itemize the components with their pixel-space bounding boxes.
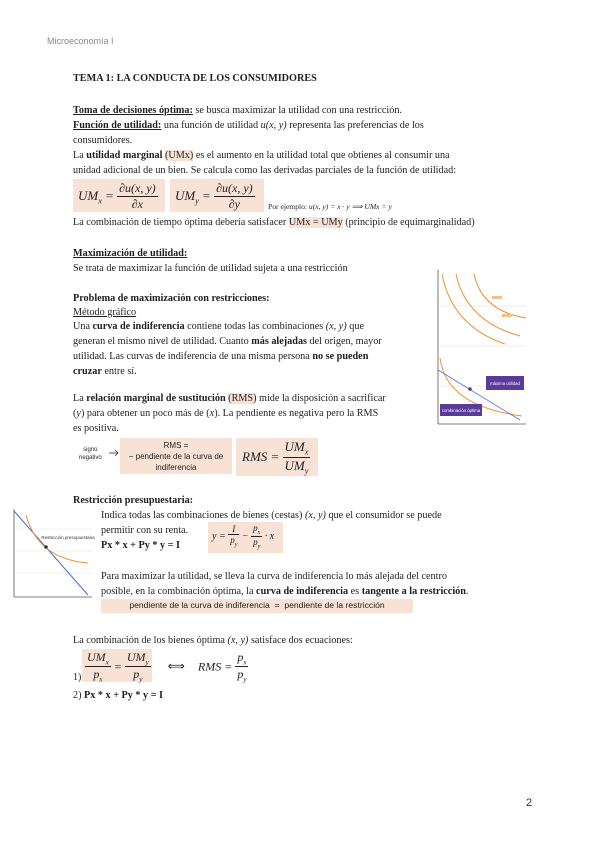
optimo-line-1: Para maximizar la utilidad, se lleva la curva de indiferencia lo más alejada del centro [101, 571, 447, 582]
equation-2: 2) Px * x + Py * y = I [73, 690, 164, 701]
budget-graph-label: Restricción presupuestaria [41, 535, 95, 540]
budget-equation: Px * x + Py * y = I [101, 540, 180, 551]
iff-icon: ⟺ [167, 659, 185, 674]
restriccion-line-1: Indica todas las combinaciones de bienes (cestas) (x, y) que el consumidor se puede [101, 510, 442, 521]
page-title: TEMA 1: LA CONDUCTA DE LOS CONSUMIDORES [73, 73, 317, 84]
page-number: 2 [526, 797, 533, 809]
funcion-line-2: consumidores. [73, 135, 133, 146]
problema-line-4: cruzar entre sí. [73, 366, 137, 377]
rms-line-1: La relación marginal de sustitución (RMS) mide la disposición a sacrificar [73, 393, 386, 404]
rms-line-3: es positiva. [73, 423, 119, 434]
signo-negativo-note: signo negativo [79, 447, 102, 461]
restriccion-line-2: permitir con su renta. [101, 525, 189, 536]
decisiones-text: se busca maximizar la utilidad con una restricción. [192, 105, 402, 116]
curve-label-mark [502, 314, 512, 317]
equimarginal-line: La combinación de tiempo óptima debería satisfacer UMx = UMy (principio de equimarginalidad) [73, 217, 475, 228]
problema-heading: Problema de maximización con restricciones: [73, 293, 270, 304]
maximizacion-heading: Maximización de utilidad: [73, 248, 188, 259]
decisiones-term: Toma de decisiones óptima: [73, 105, 193, 116]
equation-1: $UM_x$ $p_x$ = $UM_y$ $p_y$ ⟺ RMS = $\frac{p_x}{p_y}$ [87, 650, 247, 684]
umg-a: La [73, 150, 87, 161]
funcion-text-a: una función de utilidad [161, 120, 261, 131]
restriccion-heading: Restricción presupuestaria: [73, 495, 194, 506]
budget-formula: y = $\frac{I}{p_y}$ − $\frac{p_x}{p_y}$ · x [212, 523, 275, 550]
umg-line-2: unidad adicional de un bien. Se calcula como las derivadas parciales de la función de utilidad: [73, 165, 457, 176]
example-note: Por ejemplo: u(x, y) = x · y ⟹ UMx = y [268, 202, 392, 211]
optimum-point [468, 387, 472, 391]
metodo-grafico-subheading: Método gráfico [73, 307, 137, 318]
rms-definition: RMS = − pendiente de la curva de indiferencia [128, 441, 224, 472]
funcion-math: u(x, y) [260, 120, 287, 131]
umg-line [73, 148, 450, 163]
decisiones-line [73, 103, 402, 118]
curve-label-mark [492, 296, 502, 299]
umx-formula: $UM_x$ = $\frac{\partial u(x, y)}{\partial x}$ [78, 181, 156, 211]
funcion-line [73, 118, 424, 133]
maximizacion-text: Se trata de maximizar la función de utilidad sujeta a una restricción [73, 263, 348, 274]
optimum-point [44, 545, 48, 549]
indifference-curves-graph [430, 266, 530, 430]
umg-abbr: (UMx) [164, 150, 194, 161]
budget-line [14, 511, 88, 595]
optimo-line-2: posible, en la combinación óptima, la curva de indiferencia es tangente a la restricción. [101, 586, 469, 597]
budget-constraint-graph [8, 505, 96, 605]
funcion-term: Función de utilidad: [73, 120, 162, 131]
rms-line-2: (y) para obtener un poco más de (x). La pendiente es negativa pero la RMS [73, 408, 379, 419]
problema-line-1: Una curva de indiferencia contiene todas las combinaciones (x, y) que [73, 321, 364, 332]
rms-abbr: (RMS) [228, 393, 257, 404]
equimarginal-condition: UMx = UMy [288, 217, 343, 228]
tangency-condition: pendiente de la curva de indiferencia = pendiente de la restricción [129, 600, 385, 610]
conclusion-intro: La combinación de los bienes óptima (x, y) satisface dos ecuaciones: [73, 635, 353, 646]
running-header: Microeconomía I [47, 36, 114, 46]
umg-term: utilidad marginal [86, 150, 163, 161]
umg-b: es el aumento en la utilidad total que obtienes al consumir una [193, 150, 450, 161]
rms-formula: RMS = $UM_x$ $UM_y$ [242, 439, 309, 476]
problema-line-2: generan el mismo nivel de utilidad. Cuanto más alejadas del origen, mayor [73, 336, 382, 347]
problema-line-3: utilidad. Las curvas de indiferencia de una misma persona no se pueden [73, 351, 369, 362]
label-optima: combinación óptima [441, 408, 481, 413]
umy-formula: $UM_y$ = $\frac{\partial u(x, y)}{\partial y}$ [175, 181, 253, 211]
indifference-curve-2 [456, 274, 520, 336]
arrow-right-icon [108, 447, 120, 459]
label-max-utilidad: máxima utilidad [490, 381, 520, 386]
funcion-text-b: representa las preferencias de los [286, 120, 424, 131]
equation-1-label: 1) [73, 672, 82, 683]
